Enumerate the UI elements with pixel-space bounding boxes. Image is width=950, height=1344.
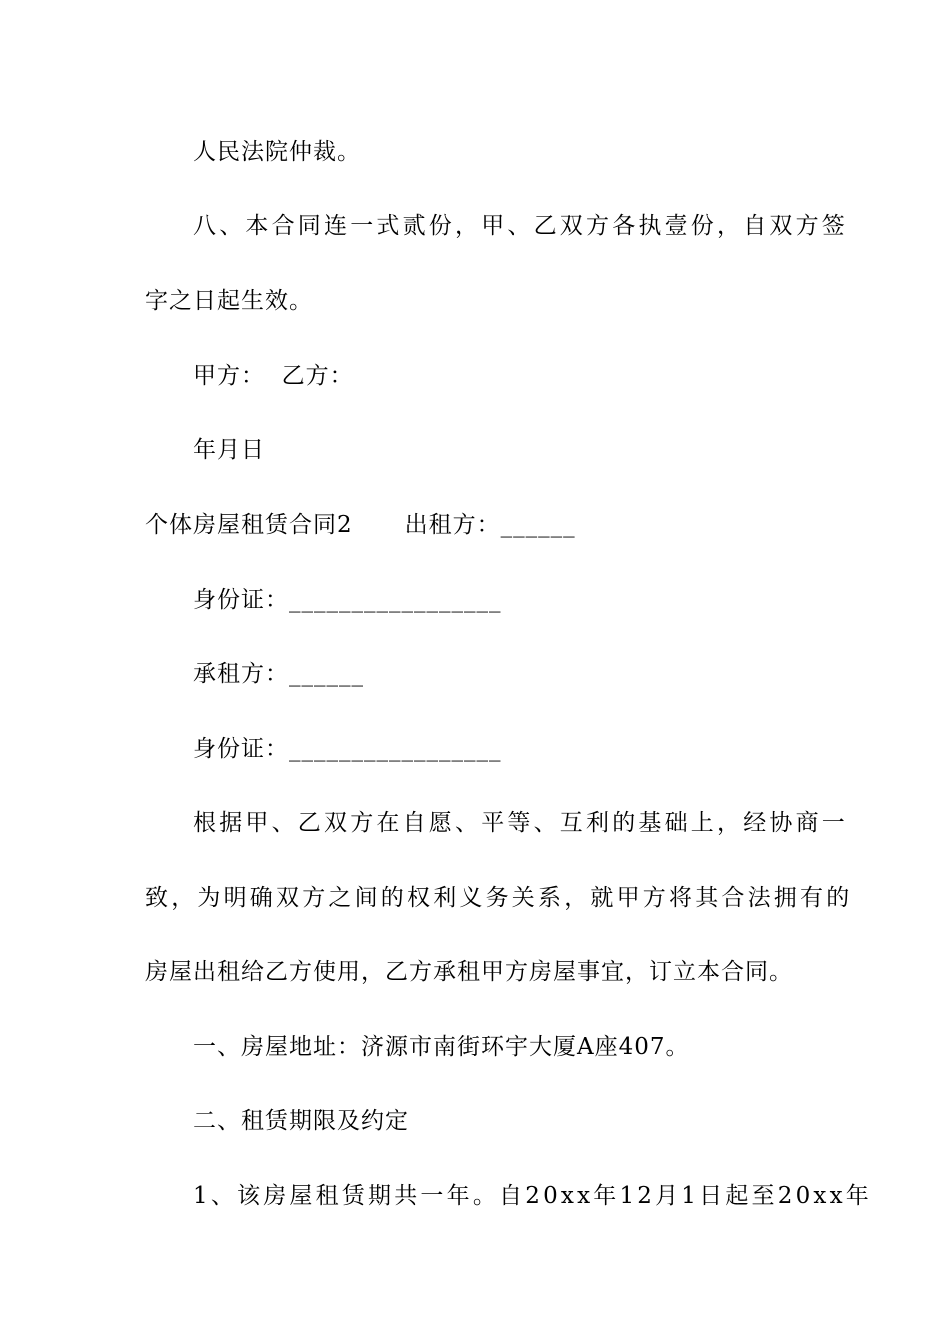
lessee-id-field: 身份证：_________________ — [193, 736, 502, 762]
paragraph-line: 字之日起生效。 — [145, 288, 313, 314]
contract-title-line — [145, 510, 576, 540]
clause-term-detail: 1、该房屋租赁期共一年。自20xx年12月1日起至20xx年 — [193, 1183, 872, 1209]
clause-address: 一、房屋地址：济源市南街环宇大厦A座407。 — [193, 1034, 690, 1060]
lessor-field: 出租方：______ — [404, 512, 576, 538]
paragraph-line: 房屋出租给乙方使用，乙方承租甲方房屋事宜，订立本合同。 — [145, 959, 793, 985]
paragraph-line: 人民法院仲裁。 — [193, 139, 361, 165]
signature-parties: 甲方： 乙方： — [193, 363, 354, 389]
lessee-field: 承租方：______ — [193, 661, 364, 687]
contract-title: 个体房屋租赁合同2 — [145, 512, 353, 538]
lessor-id-field: 身份证：_________________ — [193, 587, 502, 613]
paragraph-line: 八、本合同连一式贰份，甲、乙双方各执壹份，自双方签 — [193, 213, 848, 239]
clause-term-heading: 二、租赁期限及约定 — [193, 1108, 409, 1134]
paragraph-line: 根据甲、乙双方在自愿、平等、互利的基础上，经协商一 — [193, 810, 848, 836]
date-line: 年月日 — [193, 437, 265, 463]
paragraph-line: 致，为明确双方之间的权利义务关系，就甲方将其合法拥有的 — [145, 885, 853, 911]
